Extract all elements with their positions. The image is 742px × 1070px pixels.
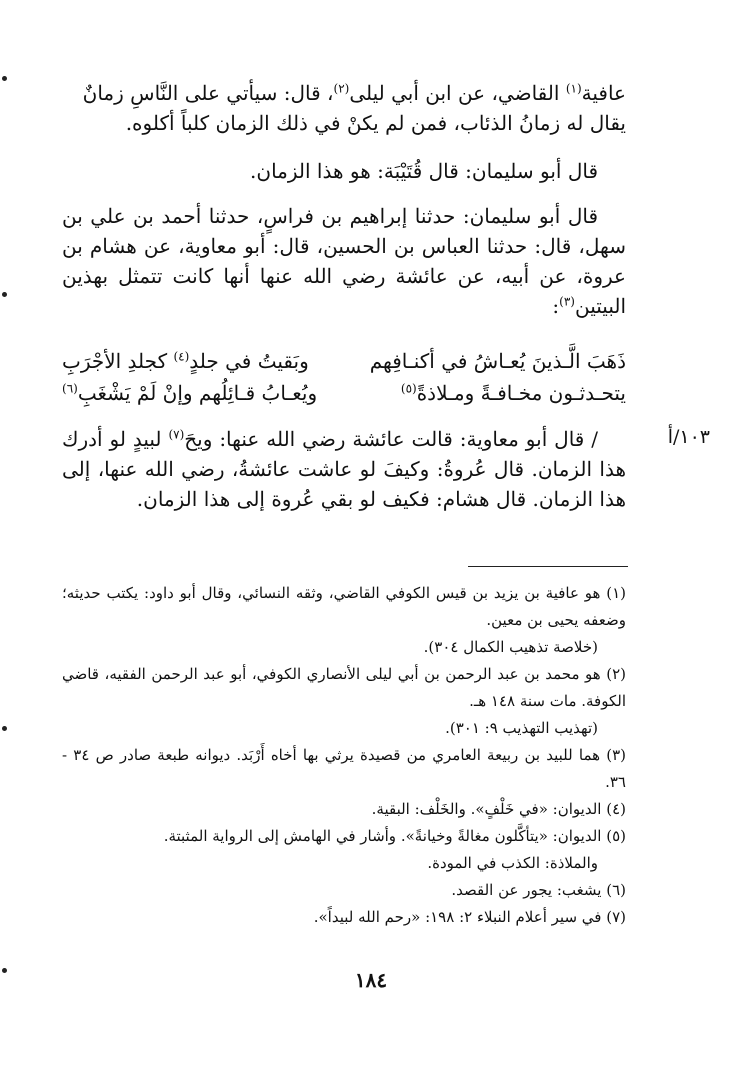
binding-dot: [2, 726, 7, 731]
footnote-1: (١) هو عافية بن يزيد بن قيس الكوفي القاضي، وثقه النسائي، وقال أبو داود: يكتب حديثه؛ وضعفه يحيى بن معين. (خلاصة تذهيب الكمال ٣٠٤).: [62, 584, 626, 656]
paragraph-3: قال أبو سليمان: حدثنا إبراهيم بن فراسٍ، حدثنا أحمد بن علي بن سهل، قال: حدثنا العباس بن الحسين، قال: أبو معاوية، عن هشام بن عروة، عن أبيه، عن عائشة رضي الله عنها أنها كانت تتمثل بهذين البيتين$^{(٣)}$:: [62, 204, 626, 318]
binding-dot: [2, 76, 7, 81]
hemistich-right: يتحـدثـون مخـافـةً ومـلاذةً$^{(٥)}$: [400, 381, 626, 405]
footnote-ref-1: (١): [565, 81, 582, 96]
footnote-5: (٥) الديوان: «يتأكَّلون مغالةً وخيانةً». وأشار في الهامش إلى الرواية المثبتة. والملاذة: الكذب في المودة.: [163, 827, 626, 872]
footnotes: [62, 580, 626, 931]
footnote-2: (٢) هو محمد بن عبد الرحمن بن أبي ليلى الأنصاري الكوفي، أبو عبد الرحمن الفقيه، قاضي الكوفة. مات سنة ١٤٨ هـ. (تهذيب التهذيب ٩: ٣٠١).: [62, 665, 626, 737]
hemistich-left: ويُعـابُ قـائِلُهم وإنْ لَمْ يَشْغَبِ$^{(٦)}$: [62, 381, 318, 405]
poem-verses: [62, 346, 626, 410]
binding-dot: [2, 292, 7, 297]
manuscript-folio-ref: ١٠٣/أ: [667, 426, 710, 448]
paragraph-2: قال أبو سليمان: قال قُتَيْبَة: هو هذا الزمان.: [250, 159, 598, 183]
footnote-4: (٤) الديوان: «في خَلْفٍ». والخَلْف: البقية.: [371, 800, 626, 818]
footnote-ref-2: (٢): [333, 81, 350, 96]
footnote-ref-3: (٣): [559, 294, 575, 309]
paragraph-1: [62, 78, 626, 138]
footnote-6: (٦) يشغب: يجور عن القصد.: [451, 881, 626, 899]
footnote-3: (٣) هما للبيد بن ربيعة العامري من قصيدة يرثي بها أخاه أَرْبَد. ديوانه طبعة صادر ص ٣٤ - ٣٦.: [62, 746, 626, 791]
verse-line-1: [62, 346, 626, 378]
paragraph-4: / قال أبو معاوية: قالت عائشة رضي الله عنها: ويحَ$^{(٧)}$ لبيدٍ لو أدرك هذا الزمان. قال عُروةُ: وكيفَ لو عاشت عائشةُ، رضي الله عنها، إلى هذا الزمان. قال هشام: فكيف لو بقي عُروة إلى هذا الزمان.: [62, 427, 626, 511]
verse-line-2: [62, 378, 626, 410]
page-number: ١٨٤: [354, 968, 388, 992]
paragraph-1-line-2: يقال له زمانُ الذئاب، فمن لم يكنْ في ذلك الزمان كلباً أكلوه.: [125, 111, 626, 135]
footnote-ref-4: (٤): [173, 349, 190, 364]
paragraph-1-line-1: عافية$^{(١)}$ القاضي، عن ابن أبي ليلى$^{(٢)}$، قال: سيأتي على النَّاسِ زمانٌ: [82, 81, 626, 105]
hemistich-right: ذَهَبَ الَّـذينَ يُعـاشُ في أكنـافِهم: [369, 349, 626, 373]
footnote-7: (٧) في سير أعلام النبلاء ٢: ١٩٨: «رحم الله لبيداً».: [313, 908, 626, 926]
footnote-separator: [468, 566, 628, 567]
footnote-ref-7: (٧): [168, 427, 185, 442]
hemistich-left: وبَقيتُ في جلدٍ$^{(٤)}$ كجلدِ الأجْرَبِ: [62, 349, 309, 373]
footnote-ref-6: (٦): [62, 381, 78, 396]
footnote-ref-5: (٥): [400, 381, 417, 396]
